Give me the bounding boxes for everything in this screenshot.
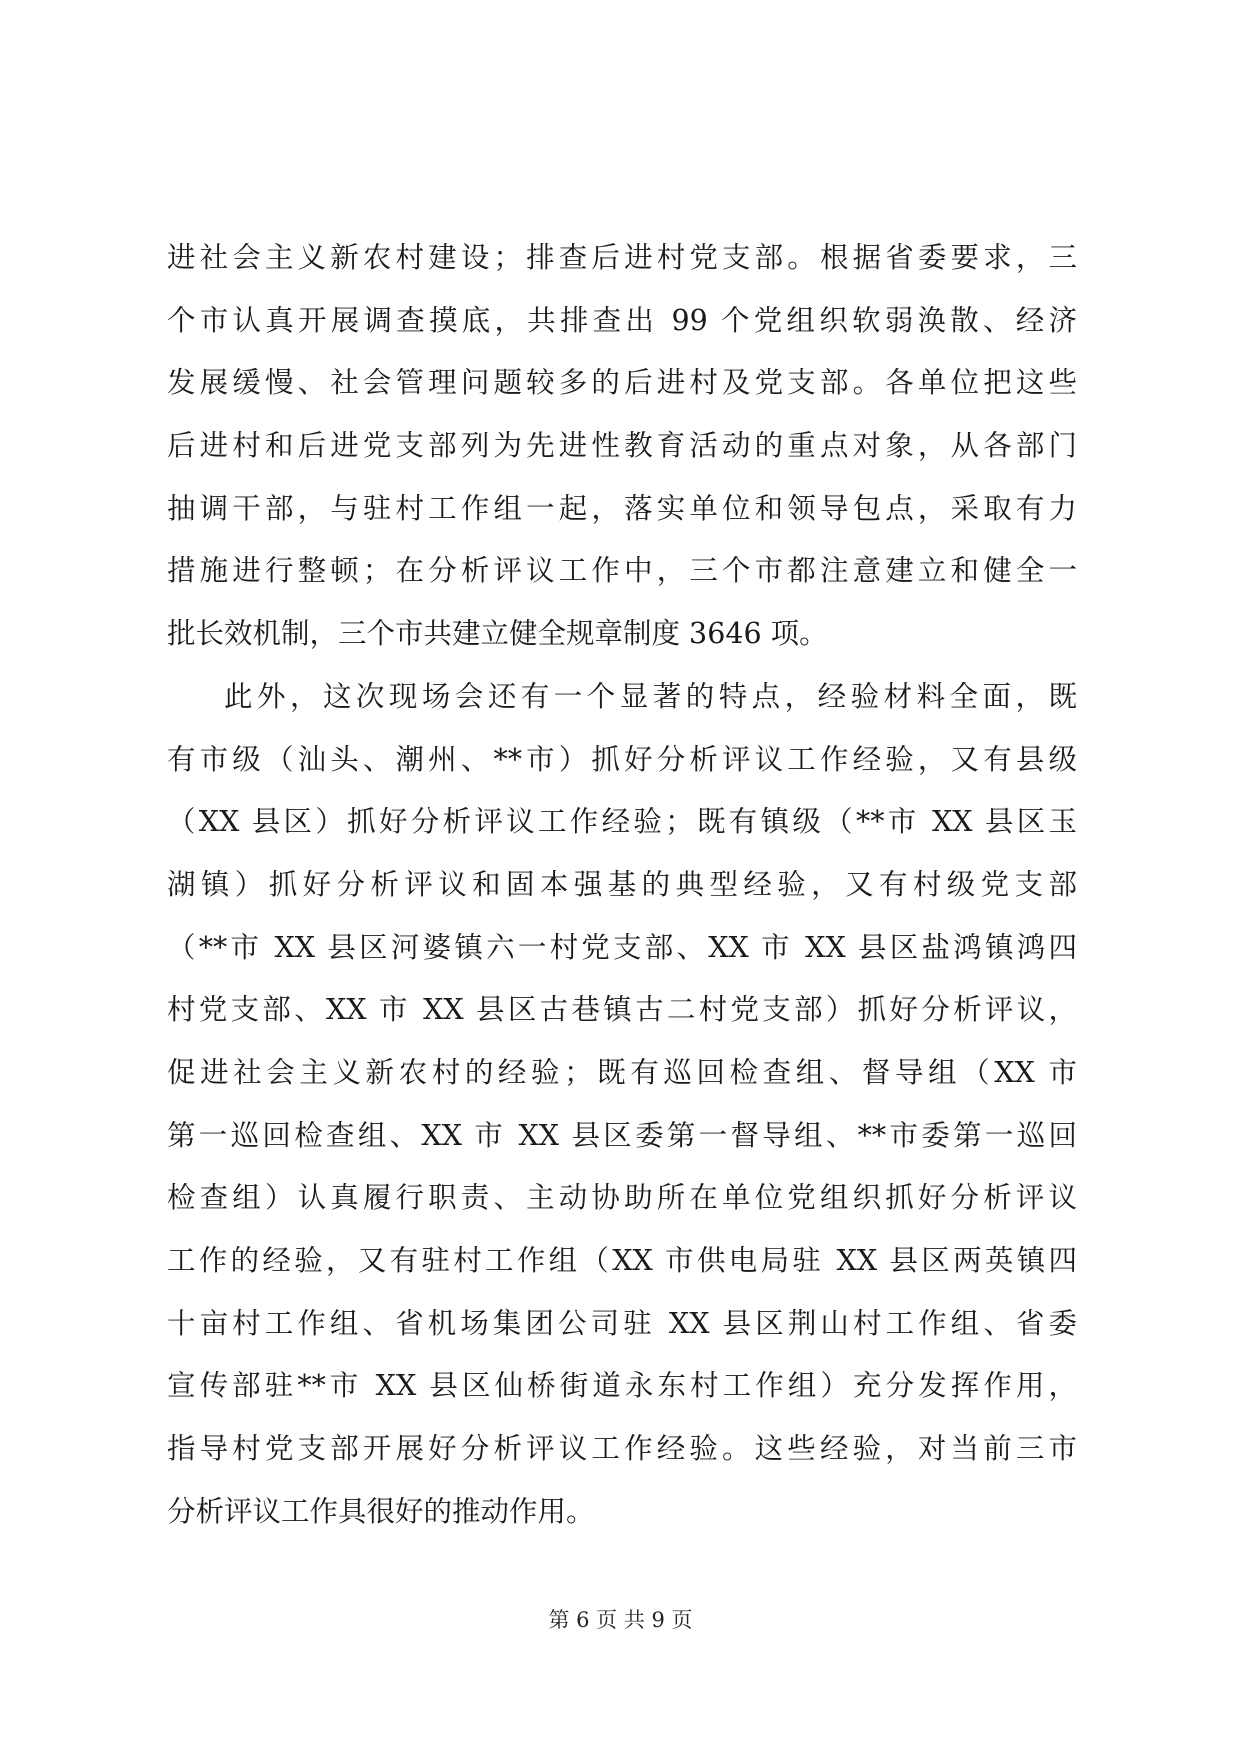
- text-line: 工作的经验，又有驻村工作组（XX 市供电局驻 XX 县区两英镇四: [167, 1244, 1077, 1277]
- text-line: 湖镇）抓好分析评议和固本强基的典型经验，又有村级党支部: [167, 867, 1077, 901]
- text-line: 分析评议工作具很好的推动作用。: [167, 1494, 595, 1528]
- text-line: 措施进行整顿；在分析评议工作中，三个市都注意建立和健全一: [167, 554, 1077, 588]
- text-line: （**市 XX 县区河婆镇六一村党支部、XX 市 XX 县区盐鸿镇鸿四: [167, 930, 1077, 964]
- text-line: 十亩村工作组、省机场集团公司驻 XX 县区荆山村工作组、省委: [167, 1306, 1077, 1340]
- text-line: （XX 县区）抓好分析评议工作经验；既有镇级（**市 XX 县区玉: [167, 805, 1077, 839]
- text-line: 批长效机制，三个市共建立健全规章制度 3646 项。: [167, 617, 828, 651]
- text-line: 检查组）认真履行职责、主动协助所在单位党组织抓好分析评议: [167, 1181, 1077, 1215]
- text-line: 村党支部、XX 市 XX 县区古巷镇古二村党支部）抓好分析评议，: [167, 993, 1077, 1027]
- text-line: 第一巡回检查组、XX 市 XX 县区委第一督导组、**市委第一巡回: [167, 1118, 1077, 1152]
- text-line: 有市级（汕头、潮州、**市）抓好分析评议工作经验，又有县级: [167, 742, 1077, 776]
- text-line: 抽调干部，与驻村工作组一起，落实单位和领导包点，采取有力: [167, 491, 1077, 525]
- paragraph-2: [167, 666, 1077, 1544]
- body-text: [167, 227, 1077, 1543]
- text-line: 发展缓慢、社会管理问题较多的后进村及党支部。各单位把这些: [167, 366, 1077, 400]
- text-line: 此外，这次现场会还有一个显著的特点，经验材料全面，既: [224, 679, 1077, 713]
- text-line: 进社会主义新农村建设；排查后进村党支部。根据省委要求，三: [167, 241, 1077, 274]
- paragraph-1: [167, 227, 1077, 666]
- page-number-footer: 第 6 页 共 9 页: [548, 1608, 693, 1632]
- text-line: 促进社会主义新农村的经验；既有巡回检查组、督导组（XX 市: [167, 1055, 1077, 1089]
- text-line: 后进村和后进党支部列为先进性教育活动的重点对象，从各部门: [167, 429, 1077, 463]
- text-line: 宣传部驻**市 XX 县区仙桥街道永东村工作组）充分发挥作用，: [167, 1369, 1077, 1403]
- text-line: 指导村党支部开展好分析评议工作经验。这些经验，对当前三市: [167, 1432, 1077, 1466]
- text-line: 个市认真开展调查摸底，共排查出 99 个党组织软弱涣散、经济: [167, 303, 1077, 337]
